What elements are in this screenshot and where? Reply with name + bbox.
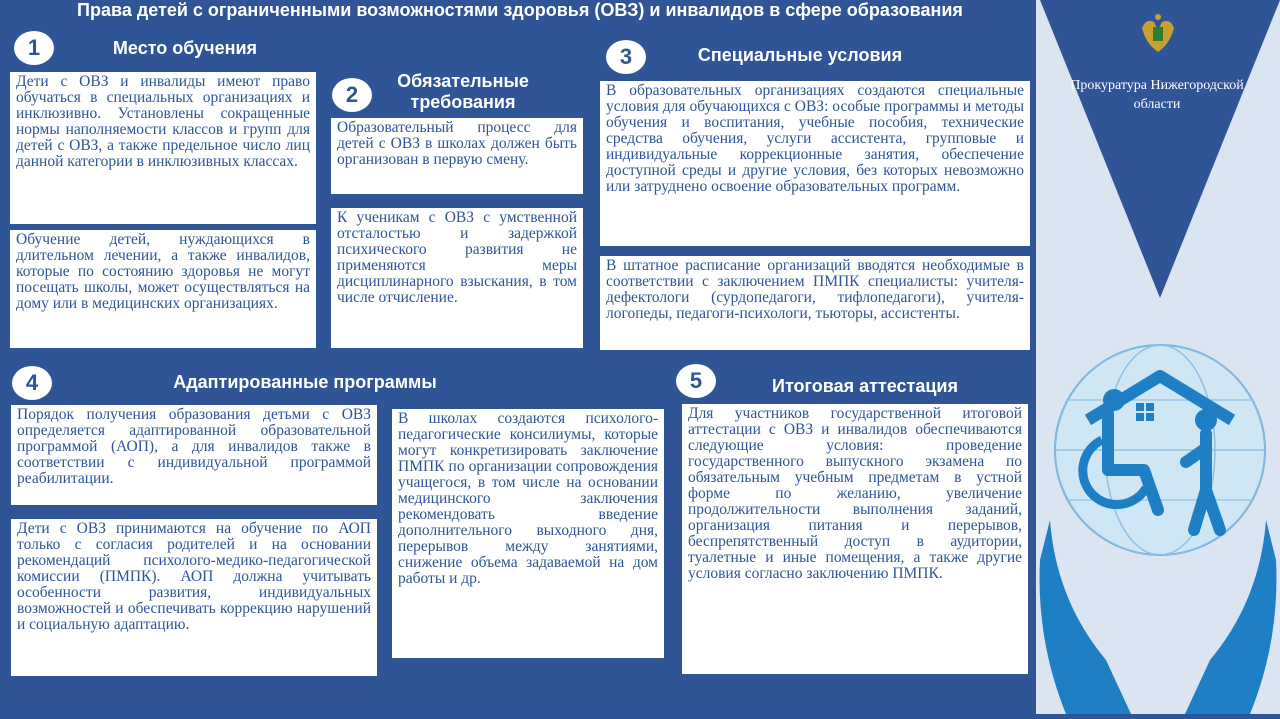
section-2-box-1: Образовательный процесс для детей с ОВЗ в школах должен быть организован в первую смену. (331, 118, 583, 194)
section-5-number: 5 (676, 364, 716, 398)
section-2-box-2: К ученикам с ОВЗ с умственной отсталостью и задержкой психического развития не применяются меры дисциплинарного взыскания, в том числе отчисление. (331, 208, 583, 348)
organization-name: Прокуратура Нижегородской области (1070, 78, 1244, 112)
section-4-box-1: Порядок получения образования детьми с ОВЗ определяется адаптированной образовательной программой (АОП), а для инвалидов также в соответствии с индивидуальной программой реабилитации. (11, 405, 377, 505)
page-title: Права детей с ограниченными возможностями здоровья (ОВЗ) и инвалидов в сфере образования (77, 0, 963, 20)
section-5-heading: Итоговая аттестация (772, 376, 958, 396)
wheelchair-house-hands-icon (1040, 345, 1277, 714)
section-4-number: 4 (12, 366, 52, 400)
section-5-box-1: Для участников государственной итоговой аттестации с ОВЗ и инвалидов обеспечиваются следующие условия: проведение государственного выпускного экзамена по обязательным учебным предметам в устной форме по желанию, увеличение продолжительности выполнения заданий, организация питания и перерывов, беспрепятственный доступ в аудитории, туалетные и иные помещения, а также другие условия согласно заключению ПМПК. (682, 404, 1028, 674)
section-1-box-1: Дети с ОВЗ и инвалиды имеют право обучаться в специальных организациях и инклюзивно. Установлены сокращенные нормы наполняемости классов и групп для детей с ОВЗ, а также предельное число лиц данной категории в инклюзивных классах. (10, 72, 316, 224)
section-3-box-2: В штатное расписание организаций вводятся необходимые в соответствии с заключением ПМПК специалисты: учителя-дефектологи (сурдопедагоги, тифлопедагоги), учителя-логопеды, педагоги-психологи, тьюторы, ассистенты. (600, 256, 1030, 350)
sidebar (1036, 0, 1280, 714)
section-1-box-2: Обучение детей, нуждающихся в длительном лечении, а также инвалидов, которые по состоянию здоровья не могут посещать школы, может осуществляться на дому или в медицинских организациях. (10, 230, 316, 348)
section-4-box-2: Дети с ОВЗ принимаются на обучение по АОП только с согласия родителей и на основании рекомендаций психолого-медико-педагогической комиссии (ПМПК). АОП должна учитывать особенности развития, индивидуальных возможностей и обеспечивать коррекцию нарушений и социальную адаптацию. (11, 519, 377, 676)
section-3-box-1: В образовательных организациях создаются специальные условия для обучающихся с ОВЗ: особые программы и методы обучения и воспитания, учебные пособия, технические средства обучения, услуги ассистента, групповые и индивидуальные коррекционные занятия, обеспечение доступной среды и другие условия, без которых невозможно или затруднено освоение образовательных программ. (600, 81, 1030, 246)
section-4-heading: Адаптированные программы (173, 372, 437, 392)
section-2-number: 2 (332, 78, 372, 112)
section-1-number: 1 (14, 31, 54, 65)
section-3-heading: Специальные условия (697, 45, 903, 65)
section-1-heading: Место обучения (112, 38, 258, 58)
section-4-box-3: В школах создаются психолого-педагогические консилиумы, которые могут конкретизировать заключение ПМПК по организации сопровождения учащегося, в том числе на основании медицинского заключения рекомендовать введение дополнительного выходного дня, перерывов между занятиями, снижение объема задаваемой на дом работы и др. (392, 409, 664, 658)
section-2-heading: Обязательные требования (397, 71, 529, 112)
section-3-number: 3 (606, 40, 646, 74)
